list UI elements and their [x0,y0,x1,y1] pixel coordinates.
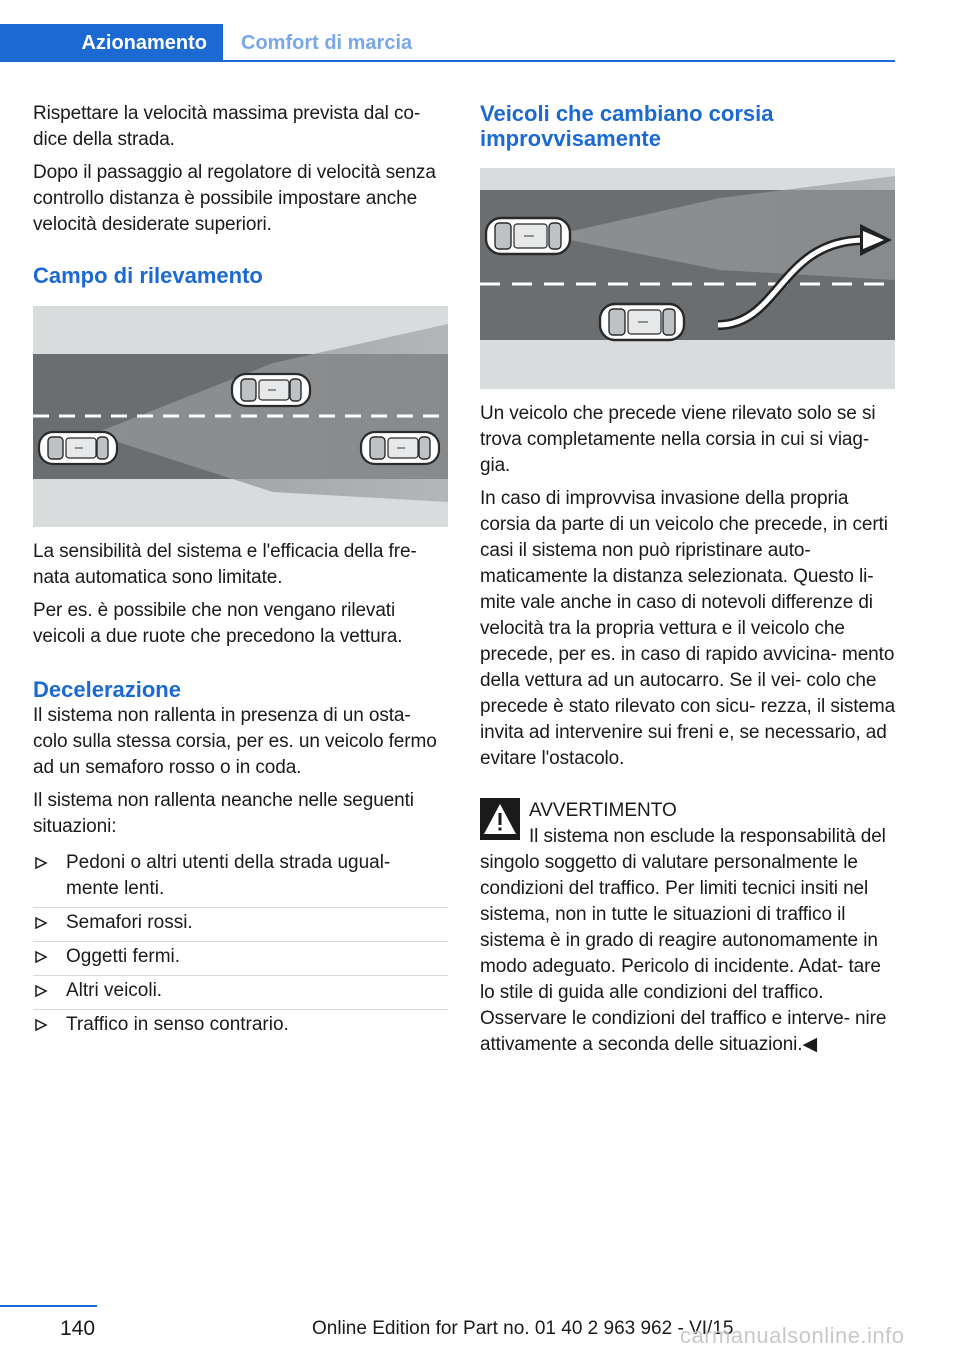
warning-title: AVVERTIMENTO [529,800,677,821]
page-number: 140 [60,1317,96,1340]
heading-decelerazione: Decelerazione [33,677,181,702]
triangle-right-outline-icon [34,1012,48,1038]
paragraph: Il sistema non rallenta neanche nelle seguenti situazioni: [33,790,414,837]
list-item [33,848,448,908]
list-item [33,1010,448,1043]
section-header [0,24,895,62]
paragraph: Rispettare la velocità massima prevista dal co‐ dice della strada. [33,103,421,150]
edition-note: Online Edition for Part no. 01 40 2 963 962 - VI/15 [312,1318,734,1339]
triangle-right-outline-icon [34,944,48,970]
detection-range-figure [33,306,448,527]
detection-range-illustration [33,306,448,527]
triangle-right-outline-icon [34,978,48,1004]
watermark: carmanualsonline.info [680,1323,905,1348]
paragraph: La sensibilità del sistema e l'efficacia della fre‐ nata automatica sono limitate. [33,541,417,588]
right-column [480,101,898,1065]
triangle-right-outline-icon [34,910,48,936]
tab-comfort-di-marcia[interactable]: Comfort di marcia [241,32,413,54]
heading-veicoli-che-cambiano-corsia: Veicoli che cambiano corsia improvvisamente [480,101,774,151]
footer-rule [0,1305,97,1307]
tab-azionamento[interactable]: Azionamento [0,24,223,62]
list-item-text: Pedoni o altri utenti della strada ugual‐ mente lenti. [66,852,391,899]
warning-body: Il sistema non esclude la responsabilità del singolo soggetto di valutare personalmente le condizioni del traffico. Per limiti tecnici insiti nel sistema, non in tutte le situazioni di traffico il sistema è in grado di reagire autonomamente in modo adeguato. Pericolo di incidente. Adat‐ tare lo stile di guida alle condizioni del traffico. Osservare le condizioni del traffico e interve‐ nire attivamente a seconda delle situazioni.◀ [480,826,887,1055]
lane-change-figure [480,168,895,389]
list-item-text: Oggetti fermi. [66,946,181,967]
warning-block [480,798,898,1058]
paragraph: Dopo il passaggio al regolatore di velocità senza controllo distanza è possibile impostare anche velocità desiderate superiori. [33,162,436,235]
list-item-text: Traffico in senso contrario. [66,1014,289,1035]
list-item [33,976,448,1010]
paragraph: Per es. è possibile che non vengano rilevati veicoli a due ruote che precedono la vettura. [33,600,403,647]
left-column [33,101,448,1043]
list-item-text: Semafori rossi. [66,912,193,933]
triangle-right-outline-icon [34,850,48,876]
list-item-text: Altri veicoli. [66,980,163,1001]
paragraph: In caso di improvvisa invasione della propria corsia da parte di un veicolo che precede, in certi casi il sistema non può ripristinare auto‐ maticamente la distanza selezionata. Questo li‐ mite vale anche in caso di notevoli differenze di velocità tra la propria vettura e il veicolo che precede, per es. in caso di rapido avvicina‐ mento della vettura ad un autocarro. Se il vei‐ colo che precede è stato rilevato con sicu‐ rezza, il sistema invita ad intervenire sui freni e, se necessario, ad evitare l'ostacolo. [480,488,896,769]
paragraph: Il sistema non rallenta in presenza di un osta‐ colo sulla stessa corsia, per es. un veicolo fermo ad un semaforo rosso o in coda. [33,705,437,778]
heading-campo-di-rilevamento: Campo di rilevamento [33,263,263,288]
paragraph: Un veicolo che precede viene rilevato solo se si trova completamente nella corsia in cui si viag‐ gia. [480,403,876,476]
lane-change-illustration [480,168,895,389]
list-item [33,908,448,942]
bullet-list [33,848,448,1043]
list-item [33,942,448,976]
